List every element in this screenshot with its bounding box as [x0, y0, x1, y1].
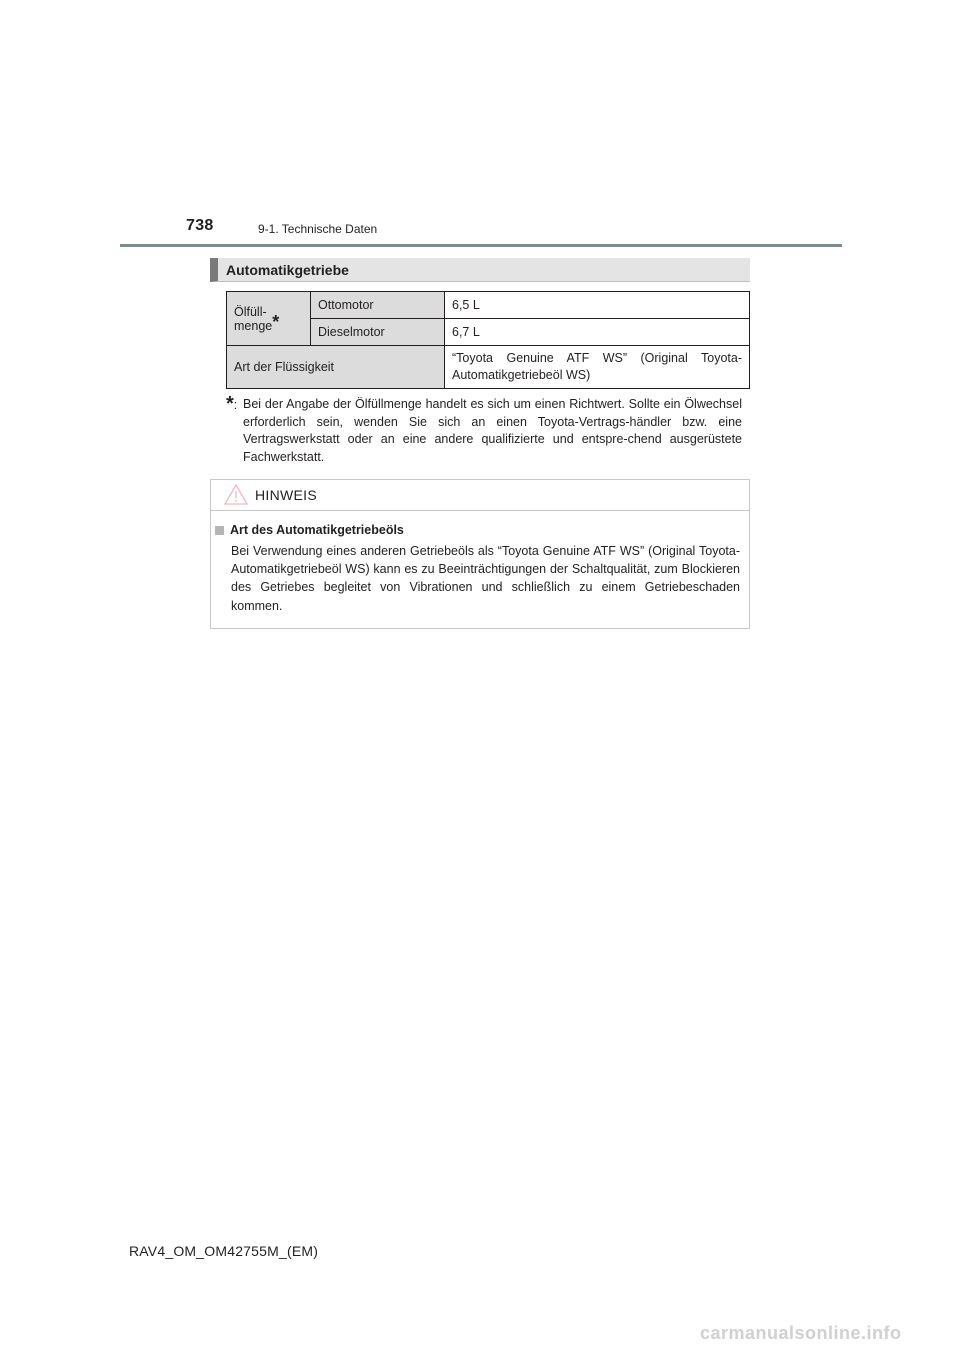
table-row	[227, 346, 750, 389]
fluid-type-value-cell: “Toyota Genuine ATF WS” (Original Toyota-Automatikgetriebeöl WS)	[445, 346, 750, 389]
engine-type-cell: Ottomotor	[311, 292, 445, 319]
footnote-text: Bei der Angabe der Ölfüllmenge handelt es sich um einen Richtwert. Sollte ein Ölwechsel erforderlich sein, wenden Sie sich an einen Toyota-Vertrags-händler bzw. eine Vertragswerkstatt oder an eine andere qualifizierte und entspre-chend ausgerüstete Fachwerkstatt.	[243, 397, 742, 464]
spec-table	[226, 291, 750, 389]
capacity-value-cell: 6,7 L	[445, 319, 750, 346]
footnote-star: *	[226, 393, 234, 415]
header-rule	[120, 244, 842, 247]
notice-item-title: Art des Automatikgetriebeöls	[230, 523, 404, 537]
running-head: 9-1. Technische Daten	[258, 222, 378, 236]
page-number: 738	[186, 217, 214, 234]
fluid-type-label-cell: Art der Flüssigkeit	[227, 346, 445, 389]
watermark: carmanualsonline.info	[700, 1323, 902, 1343]
section-title: Automatikgetriebe	[226, 261, 349, 278]
engine-type-cell: Dieselmotor	[311, 319, 445, 346]
notice-title: HINWEIS	[255, 487, 317, 503]
footnote	[226, 393, 742, 466]
notice-item-heading	[215, 523, 404, 537]
notice-item-body: Bei Verwendung eines anderen Getriebeöls als “Toyota Genuine ATF WS” (Original Toyota-Automatikgetriebeöl WS) kann es zu Beeinträchtigungen der Schaltqualität, zum Blockieren des Getriebes begleitet von Vibrationen und schließlich zu einem Getriebeschaden kommen.	[231, 544, 740, 613]
oil-capacity-label-cell	[227, 292, 311, 346]
gray-square-icon	[215, 526, 224, 535]
warning-triangle-icon	[224, 484, 248, 510]
table-row	[227, 292, 750, 319]
footnote-mark	[226, 393, 238, 415]
notice-header	[211, 480, 749, 511]
footnote-reference-star: *	[272, 311, 280, 332]
section-heading	[210, 258, 750, 282]
oil-capacity-label-line2: menge	[234, 318, 273, 333]
oil-capacity-label-line1: Ölfüll-	[234, 304, 267, 319]
notice-box	[210, 479, 750, 629]
footnote-colon: :	[233, 398, 238, 412]
document-id: RAV4_OM_OM42755M_(EM)	[129, 1243, 319, 1259]
capacity-value-cell: 6,5 L	[445, 292, 750, 319]
